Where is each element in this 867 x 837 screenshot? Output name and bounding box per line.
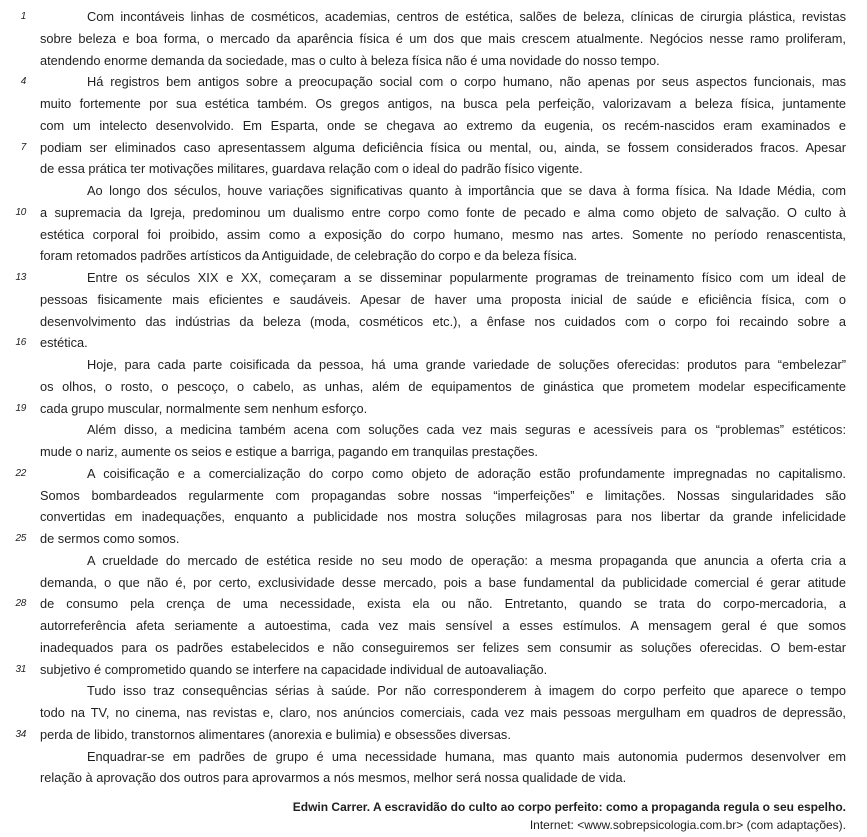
text-line	[0, 398, 846, 420]
text-line	[0, 28, 846, 50]
text-line	[0, 724, 846, 746]
text-line-content: podiam ser eliminados caso apresentassem alguma deficiência física ou mental, ou, ainda, se fossem considerados fracos. Apesar	[40, 139, 846, 155]
text-line-content: estética.	[40, 335, 88, 351]
text-line-content: pessoas fisicamente mais eficientes e saudáveis. Apesar de haver uma proposta inicial de saúde e eficiência física, com o	[40, 291, 846, 307]
text-line-content: sobre beleza e boa forma, o mercado da aparência física é um dos que mais crescem atualmente. Negócios nesse ramo proliferam,	[40, 30, 846, 46]
text-line	[0, 158, 846, 180]
text-line	[0, 93, 846, 115]
text-line	[0, 376, 846, 398]
text-line-content: relação à aprovação dos outros para aprovarmos a nós mesmos, melhor será nossa qualidade de vida.	[40, 770, 627, 786]
text-line	[0, 485, 846, 507]
line-number: 13	[15, 272, 26, 283]
text-line-content: A crueldade do mercado de estética reside no seu modo de operação: a mesma propaganda que anuncia a oferta cria a	[87, 552, 846, 568]
text-line	[0, 267, 846, 289]
text-line	[0, 289, 846, 311]
text-line-content: Hoje, para cada parte coisificada da pessoa, há uma grande variedade de soluções oferecidas: produtos para “embelezar”	[87, 357, 846, 372]
text-body	[0, 6, 846, 789]
text-line	[0, 441, 846, 463]
text-line	[0, 463, 846, 485]
text-line	[0, 767, 846, 789]
text-line-content: de consumo pela crença de uma necessidade, exista ela ou não. Entretanto, quando se trata do corpo-mercadoria, a	[40, 596, 846, 612]
text-line	[0, 354, 846, 376]
text-line-content: atendendo enorme demanda da sociedade, mas o culto à beleza física não é uma novidade do nosso tempo.	[40, 52, 660, 68]
text-line-content: todo na TV, no cinema, nas revistas e, claro, nos anúncios comerciais, cada vez mais pessoas mergulham em quadros de depressão,	[40, 705, 846, 720]
text-line-content: perda de libido, transtornos alimentares (anorexia e bulimia) e obsessões diversas.	[40, 726, 511, 742]
text-line-content: subjetivo é comprometido quando se interfere na capacidade individual de autoavaliação.	[40, 661, 548, 677]
text-line-content: inadequados para os padrões estabelecidos e não conseguiremos ser felizes sem consumir as soluções oferecidas. O bem-estar	[40, 639, 846, 655]
text-line	[0, 202, 846, 224]
text-line	[0, 637, 846, 659]
line-number: 7	[20, 141, 26, 153]
text-line-content: mude o nariz, aumente os seios e estique a barriga, pagando em tranquilas prestações.	[40, 444, 538, 459]
text-line	[0, 680, 846, 702]
text-line	[0, 71, 846, 93]
text-line	[0, 311, 846, 333]
text-line-content: Além disso, a medicina também acena com soluções cada vez mais seguras e acessíveis para os “problemas” estéticos:	[87, 422, 846, 438]
text-line-content: Somos bombardeados regularmente com propagandas sobre nossas “imperfeições” e limitações. Nossas singularidades são	[40, 487, 846, 503]
text-line	[0, 180, 846, 202]
text-line-content: demanda, o que não é, por certo, exclusividade desse mercado, pois a base fundamental da publicidade comercial é gerar atitude	[40, 574, 846, 590]
text-line	[0, 659, 846, 681]
text-line-content: Entre os séculos XIX e XX, começaram a se disseminar popularmente programas de treinamento físico com um ideal de	[87, 270, 846, 285]
text-line-content: cada grupo muscular, normalmente sem nenhum esforço.	[40, 400, 368, 416]
text-line-content: Tudo isso traz consequências sérias à saúde. Por não corresponderem à imagem do corpo perfeito que aparece o tempo	[87, 683, 846, 699]
text-line	[0, 572, 846, 594]
text-line-content: de sermos como somos.	[40, 531, 180, 546]
text-line	[0, 746, 846, 768]
text-line-content: foram retomados padrões artísticos da Antiguidade, de celebração do corpo e da beleza física.	[40, 248, 578, 264]
citation-url: Internet: <www.sobrepsicologia.com.br> (com adaptações).	[529, 817, 846, 832]
line-number: 25	[15, 533, 26, 544]
text-line-content: muito fortemente por sua estética também. Os gregos antigos, na busca pela perfeição, valorizavam a beleza física, juntamente	[40, 96, 846, 111]
text-line	[0, 593, 846, 615]
text-line-content: desenvolvimento das indústrias da beleza (moda, cosméticos etc.), a ênfase nos cuidados com o corpo foi recaindo sobre a	[40, 313, 846, 329]
text-line	[0, 245, 846, 267]
text-line	[0, 419, 846, 441]
text-line	[0, 115, 846, 137]
text-line	[0, 615, 846, 637]
text-line-content: de essa prática ter motivações militares, guardava relação com o ideal do padrão físico vigente.	[40, 161, 583, 177]
text-line	[0, 50, 846, 72]
text-line-content: com um intelecto desenvolvido. Em Esparta, onde se chegava ao extremo da eugenia, os recém-nascidos eram examinados e	[40, 117, 846, 133]
text-line-content: Ao longo dos séculos, houve variações significativas quanto à importância que se dava à forma física. Na Idade Média, com	[87, 183, 846, 198]
text-line	[0, 528, 846, 550]
text-line	[0, 506, 846, 528]
line-number: 16	[15, 337, 26, 349]
text-line-content: autorreferência afeta seriamente a autoestima, cada vez mais sensível a esses estímulos. A mensagem geral é que somos	[40, 618, 846, 633]
citation	[0, 799, 846, 834]
text-line	[0, 137, 846, 159]
text-line	[0, 6, 846, 28]
line-number: 31	[15, 663, 26, 675]
text-line-content: Há registros bem antigos sobre a preocupação social com o corpo humano, não apenas por seus aspectos funcionais, mas	[87, 74, 846, 90]
line-number: 28	[15, 598, 26, 610]
text-line	[0, 550, 846, 572]
text-line-content: A coisificação e a comercialização do corpo como objeto de adoração estão profundamente impregnadas no capitalismo.	[87, 465, 846, 481]
text-line-content: convertidas em inadequações, enquanto a publicidade nos mostra soluções milagrosas para nos libertar da grande infelicidade	[40, 509, 846, 525]
text-line-content: Enquadrar-se em padrões de grupo é uma necessidade humana, mas quanto mais autonomia pudermos desenvolver em	[87, 748, 846, 764]
text-line-content: Com incontáveis linhas de cosméticos, academias, centros de estética, salões de beleza, clínicas de cirurgia plástica, revistas	[87, 9, 846, 24]
line-number: 34	[15, 728, 26, 740]
line-number: 4	[20, 76, 26, 88]
text-line-content: estética corporal foi proibido, assim como a exposição do corpo humano, mesmo nas artes. Somente no período renascentista,	[40, 226, 846, 242]
text-line	[0, 332, 846, 354]
line-number: 22	[15, 467, 26, 479]
text-line	[0, 224, 846, 246]
line-number: 19	[15, 402, 26, 414]
text-line-content: os olhos, o rosto, o pescoço, o cabelo, as unhas, além de equipamentos de ginástica que prometem modelar especificamente	[40, 378, 846, 394]
text-line	[0, 702, 846, 724]
text-line-content: a supremacia da Igreja, predominou um dualismo entre corpo como fonte de pecado e alma como objeto de salvação. O culto à	[40, 204, 846, 220]
line-number: 10	[15, 206, 26, 218]
citation-source: Edwin Carrer. A escravidão do culto ao corpo perfeito: como a propaganda regula o seu espelho.	[292, 800, 846, 814]
line-number: 1	[20, 11, 26, 22]
